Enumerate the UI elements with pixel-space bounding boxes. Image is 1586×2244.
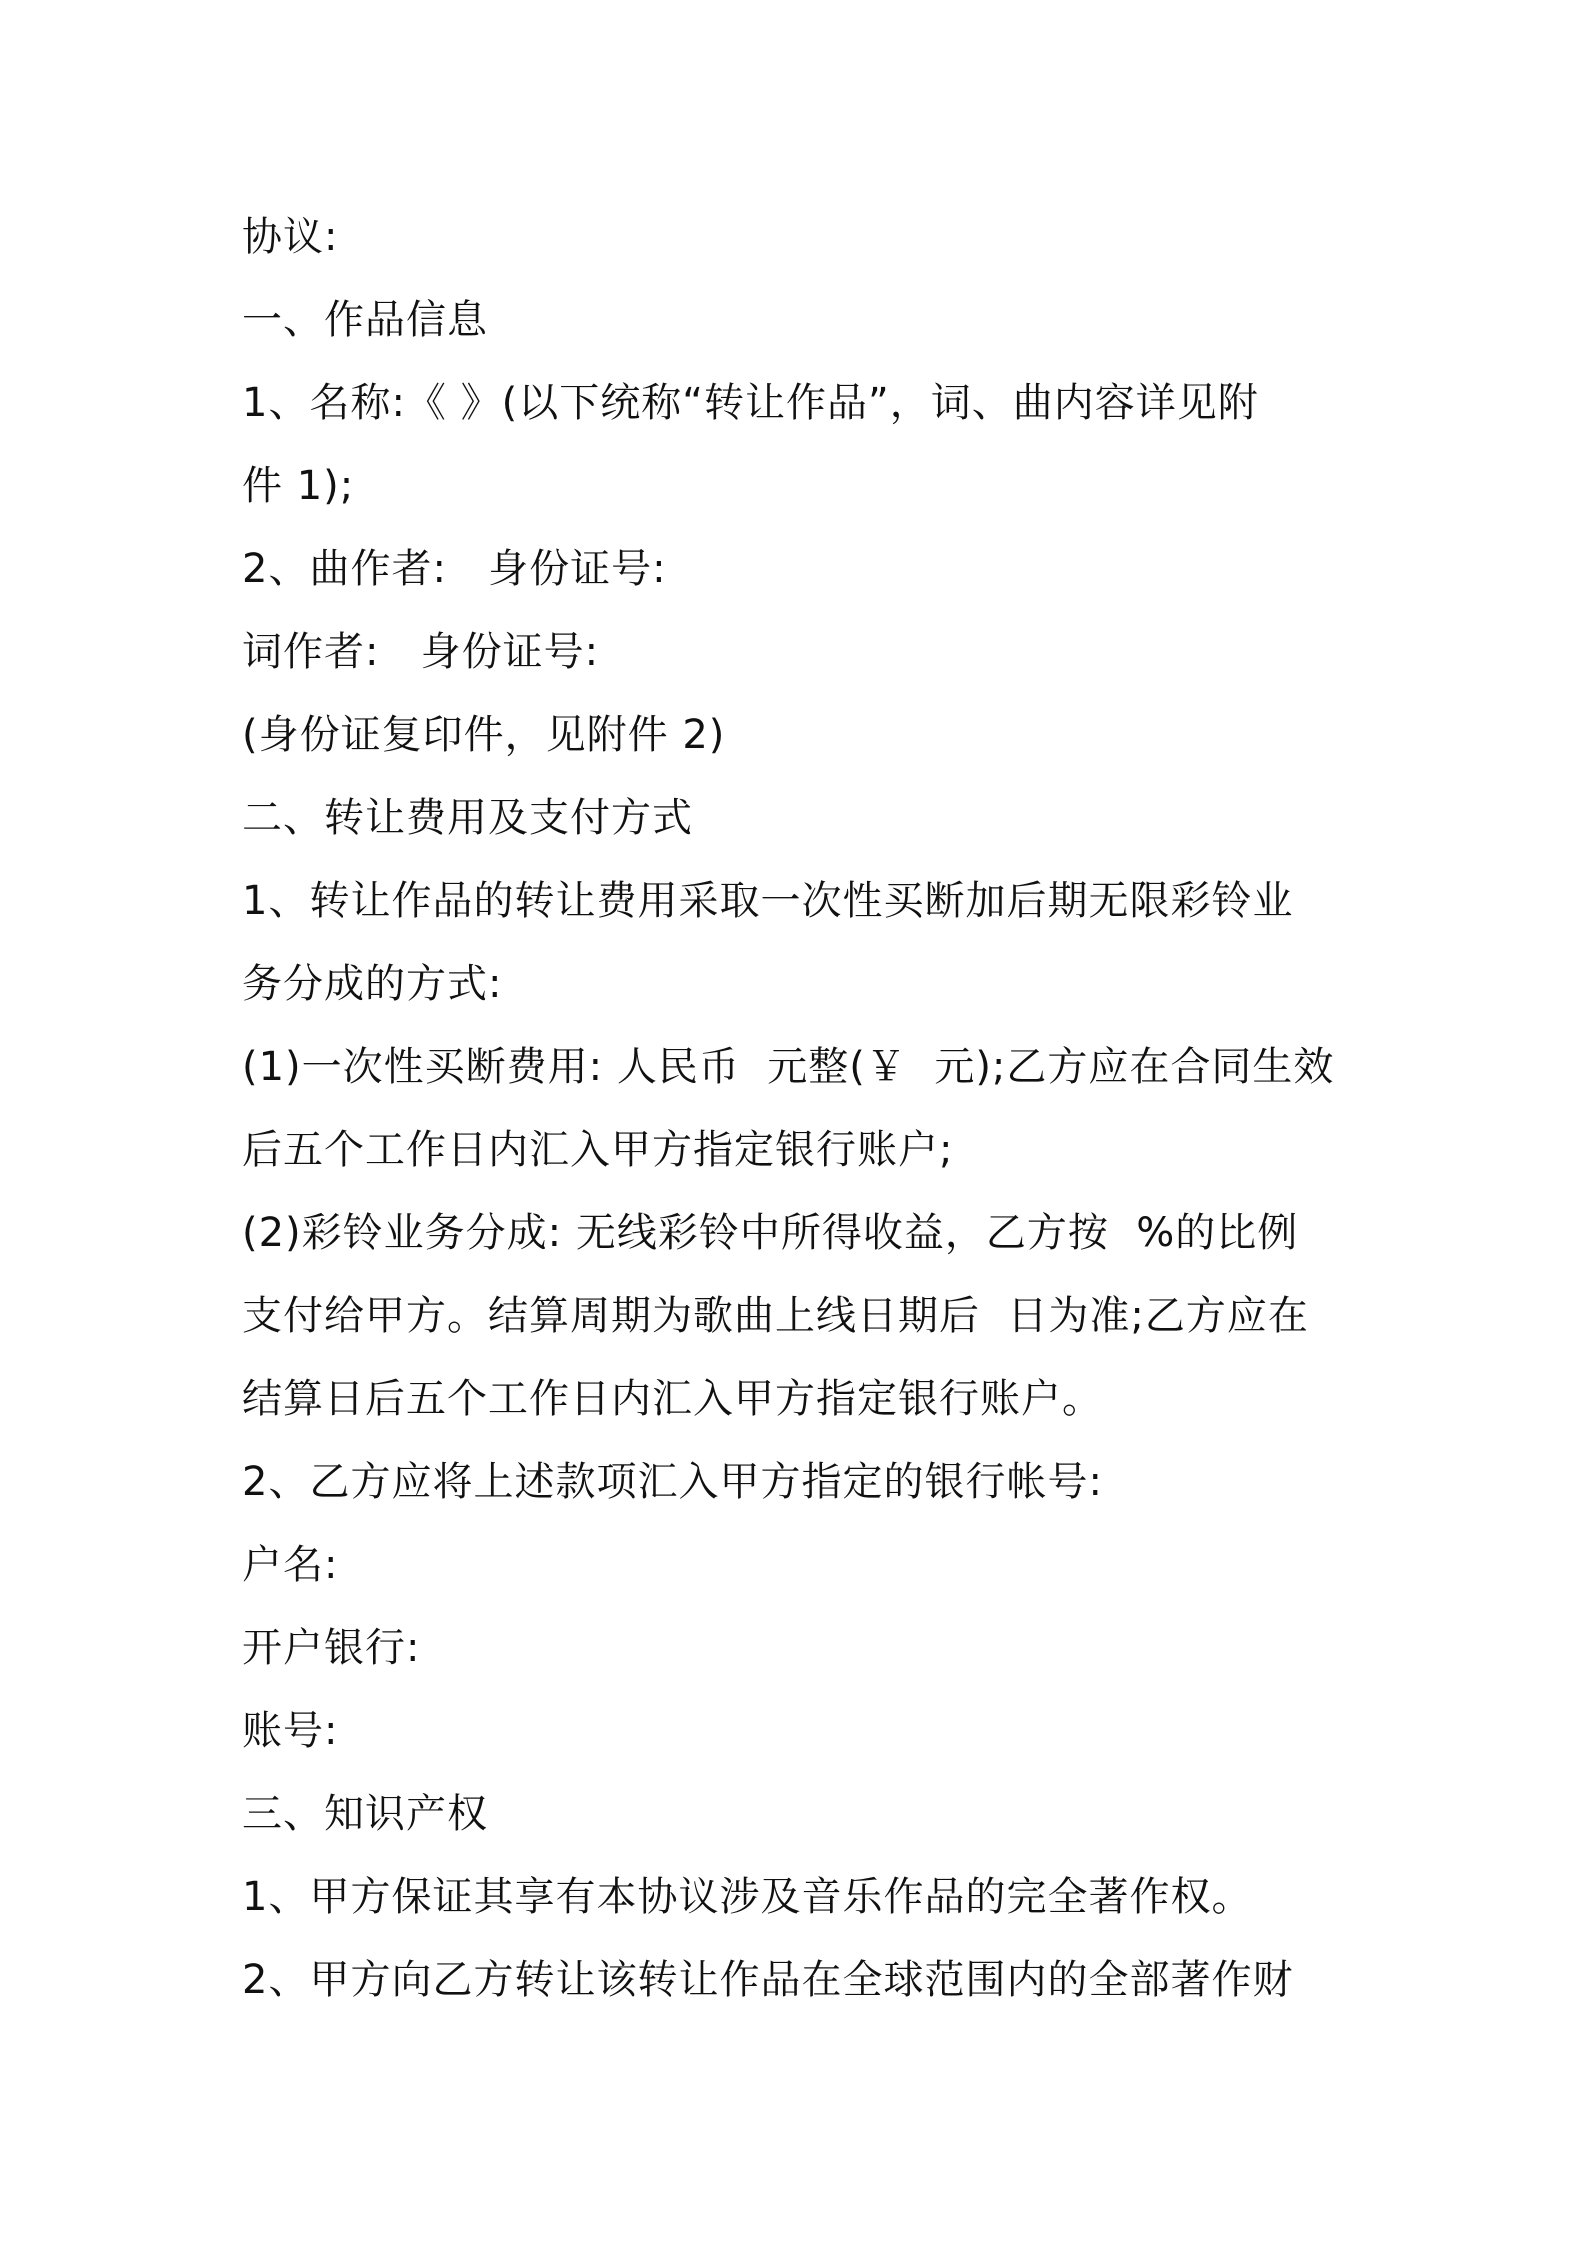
doc-line-lyricist: 词作者: 身份证号: [242, 629, 600, 675]
doc-line-ringtone-share-end: 结算日后五个工作日内汇入甲方指定银行账户。 [242, 1376, 1103, 1422]
doc-line-heading-agreement: 协议: [242, 214, 339, 260]
doc-line-copyright-transfer: 2、甲方向乙方转让该转让作品在全球范围内的全部著作财 [242, 1957, 1294, 2003]
doc-line-section-1-title: 一、作品信息 [242, 297, 488, 343]
doc-line-work-name: 1、名称:《 》(以下统称“转让作品”，词、曲内容详见附 [242, 380, 1259, 426]
doc-line-section-3-title: 三、知识产权 [242, 1791, 488, 1837]
doc-line-section-2-title: 二、转让费用及支付方式 [242, 795, 693, 841]
doc-line-buyout-fee-cont: 后五个工作日内汇入甲方指定银行账户; [242, 1127, 954, 1173]
doc-line-fee-method-cont: 务分成的方式: [242, 961, 503, 1007]
doc-line-account-number: 账号: [242, 1708, 339, 1754]
doc-line-bank: 开户银行: [242, 1625, 421, 1671]
doc-line-account-name: 户名: [242, 1542, 339, 1588]
doc-line-work-name-cont: 件 1); [242, 463, 355, 509]
doc-line-composer: 2、曲作者: 身份证号: [242, 546, 667, 592]
document-body [242, 196, 1362, 2022]
doc-line-bank-account-intro: 2、乙方应将上述款项汇入甲方指定的银行帐号: [242, 1459, 1103, 1505]
doc-line-ringtone-share-cont: 支付给甲方。结算周期为歌曲上线日期后 日为准;乙方应在 [242, 1293, 1309, 1339]
doc-line-copyright-guarantee: 1、甲方保证其享有本协议涉及音乐作品的完全著作权。 [242, 1874, 1253, 1920]
doc-line-ringtone-share: (2)彩铃业务分成: 无线彩铃中所得收益，乙方按 %的比例 [242, 1210, 1299, 1256]
doc-line-fee-method: 1、转让作品的转让费用采取一次性买断加后期无限彩铃业 [242, 878, 1294, 924]
doc-line-id-copy: (身份证复印件，见附件 2) [242, 712, 726, 758]
doc-line-buyout-fee: (1)一次性买断费用: 人民币 元整(￥ 元);乙方应在合同生效 [242, 1044, 1335, 1090]
